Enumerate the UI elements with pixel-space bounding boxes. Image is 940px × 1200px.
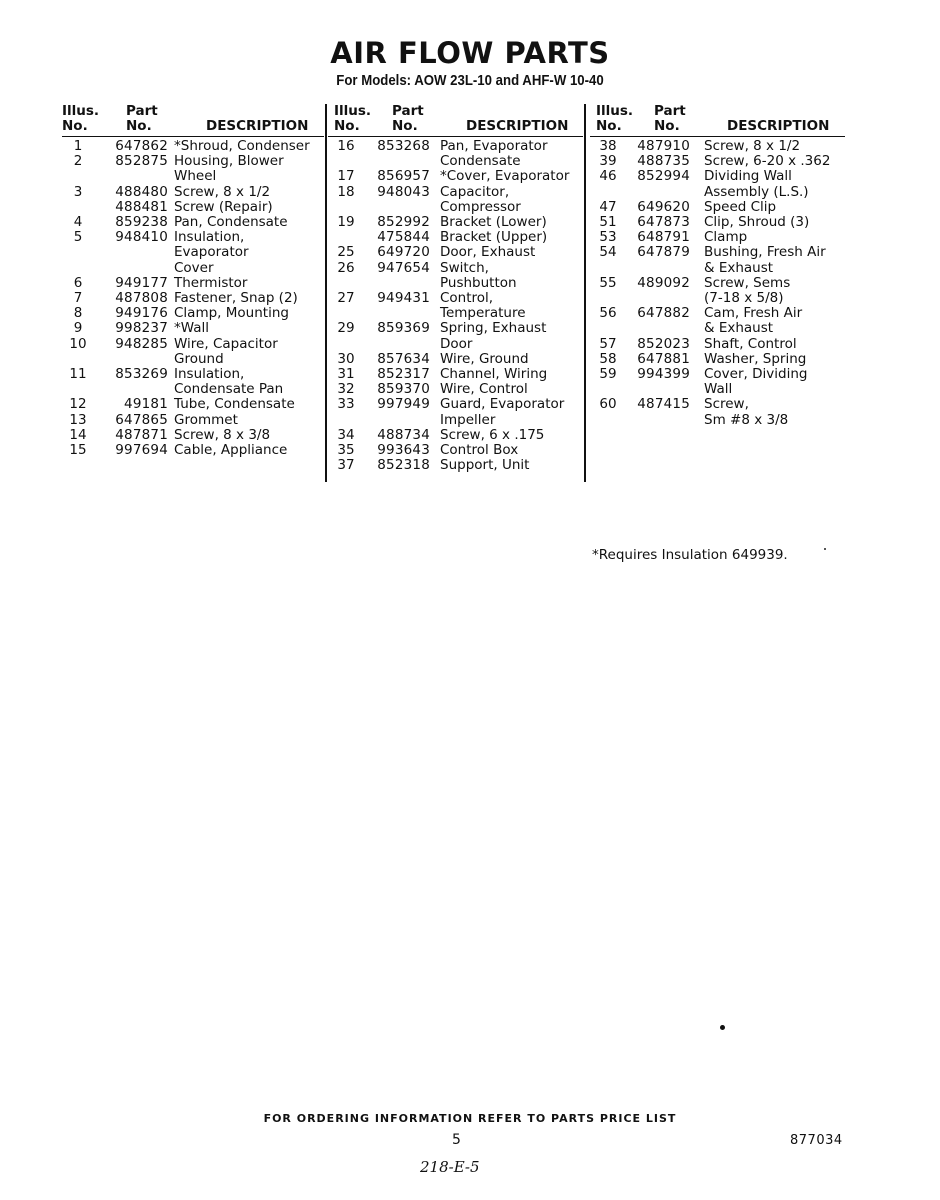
illus-number: 10: [69, 335, 87, 352]
part-description: Channel, Wiring: [440, 366, 548, 383]
part-number: 947654: [377, 259, 430, 276]
table-row: [328, 397, 583, 427]
header-part-no: Part No.: [392, 103, 424, 134]
illus-number: 15: [69, 442, 87, 459]
table-row: [62, 337, 324, 367]
illus-number: 57: [599, 335, 617, 352]
part-number: 852875: [115, 153, 168, 170]
part-number: 489092: [637, 274, 690, 291]
table-row: [590, 230, 845, 245]
table-row: [590, 200, 845, 215]
table-row: [328, 245, 583, 260]
part-description: Insulation, Evaporator Cover: [174, 229, 249, 276]
parts-column-3: [590, 102, 845, 428]
part-number: 488734: [377, 426, 430, 443]
illus-number: 1: [73, 138, 83, 154]
part-number: 648791: [637, 229, 690, 246]
illus-number: 31: [337, 366, 355, 383]
part-number: 948043: [377, 183, 430, 200]
illus-number: 25: [337, 244, 355, 261]
part-description: Wire, Control: [440, 381, 528, 398]
illus-number: 46: [599, 168, 617, 185]
illus-number: 32: [337, 381, 355, 398]
table-row: [328, 443, 583, 458]
table-row: [62, 428, 324, 443]
part-number: 856957: [377, 168, 430, 185]
table-row: [62, 215, 324, 230]
part-description: Clip, Shroud (3): [704, 214, 810, 231]
column-header: [590, 102, 845, 137]
illus-number: 54: [599, 244, 617, 261]
table-row: [590, 397, 845, 427]
part-description: Screw (Repair): [174, 198, 273, 215]
table-row: [62, 200, 324, 215]
part-description: Screw, Sm #8 x 3/8: [704, 396, 789, 428]
illus-number: 6: [73, 274, 83, 291]
table-row: [328, 321, 583, 351]
scan-speck: [824, 548, 826, 550]
part-number: 994399: [637, 366, 690, 383]
illus-number: 18: [337, 183, 355, 200]
table-row: [62, 443, 324, 458]
part-description: Washer, Spring: [704, 350, 807, 367]
part-number: 948285: [115, 335, 168, 352]
part-number: 487415: [637, 396, 690, 413]
part-number: 647882: [637, 305, 690, 322]
part-number: 948410: [115, 229, 168, 246]
part-number: 997949: [377, 396, 430, 413]
table-row: [328, 169, 583, 184]
part-number: 852992: [377, 214, 430, 231]
parts-rows: [590, 139, 845, 428]
part-number: 949431: [377, 290, 430, 307]
part-description: Spring, Exhaust Door: [440, 320, 547, 352]
header-illus-no: Illus. No.: [334, 103, 372, 134]
part-number: 857634: [377, 350, 430, 367]
part-number: 488480: [115, 183, 168, 200]
part-description: Dividing Wall Assembly (L.S.): [704, 168, 809, 200]
illus-number: 29: [337, 320, 355, 337]
illus-number: 9: [73, 320, 83, 337]
part-description: Bracket (Lower): [440, 214, 547, 231]
part-number: 487910: [637, 138, 690, 154]
part-number: 852994: [637, 168, 690, 185]
column-divider: [584, 104, 586, 482]
document-number: 877034: [790, 1133, 843, 1148]
illus-number: 51: [599, 214, 617, 231]
part-description: Bushing, Fresh Air & Exhaust: [704, 244, 826, 276]
part-description: Screw, 8 x 3/8: [174, 426, 271, 443]
part-number: 647873: [637, 214, 690, 231]
part-description: Insulation, Condensate Pan: [174, 366, 284, 398]
illus-number: 14: [69, 426, 87, 443]
header-description: DESCRIPTION: [466, 118, 569, 134]
table-row: [590, 306, 845, 336]
illus-number: 26: [337, 259, 355, 276]
parts-table: [0, 102, 940, 563]
table-row: [62, 397, 324, 412]
part-description: Screw, 6-20 x .362: [704, 153, 831, 170]
part-description: Pan, Condensate: [174, 214, 288, 231]
part-description: *Shroud, Condenser: [174, 138, 310, 154]
table-row: [62, 139, 324, 154]
table-row: [328, 185, 583, 215]
table-row: [62, 230, 324, 276]
illus-number: 53: [599, 229, 617, 246]
table-row: [62, 276, 324, 291]
part-description: Guard, Evaporator Impeller: [440, 396, 565, 428]
table-row: [590, 337, 845, 352]
part-number: 488735: [637, 153, 690, 170]
column-divider: [325, 104, 327, 482]
table-row: [62, 306, 324, 321]
table-row: [328, 139, 583, 169]
part-number: 649720: [377, 244, 430, 261]
part-description: Grommet: [174, 411, 238, 428]
part-number: 475844: [377, 229, 430, 246]
parts-column-2: [328, 102, 583, 473]
table-row: [590, 139, 845, 154]
part-description: Fastener, Snap (2): [174, 290, 298, 307]
part-number: 647879: [637, 244, 690, 261]
part-description: Support, Unit: [440, 457, 530, 474]
page-title: AIR FLOW PARTS: [330, 36, 610, 70]
table-row: [328, 382, 583, 397]
part-description: *Wall: [174, 320, 210, 337]
illus-number: 60: [599, 396, 617, 413]
table-row: [328, 458, 583, 473]
illus-number: 47: [599, 198, 617, 215]
table-row: [590, 352, 845, 367]
table-row: [328, 215, 583, 230]
table-row: [62, 185, 324, 200]
table-row: [590, 367, 845, 397]
part-description: Cable, Appliance: [174, 442, 288, 459]
column-header: [328, 102, 583, 137]
illus-number: 11: [69, 366, 87, 383]
part-description: Screw, 8 x 1/2: [174, 183, 271, 200]
illus-number: 13: [69, 411, 87, 428]
part-description: Cover, Dividing Wall: [704, 366, 808, 398]
part-description: Clamp: [704, 229, 748, 246]
part-number: 852318: [377, 457, 430, 474]
illus-number: 39: [599, 153, 617, 170]
part-number: 487808: [115, 290, 168, 307]
part-number: 949176: [115, 305, 168, 322]
table-row: [328, 261, 583, 291]
part-description: *Cover, Evaporator: [440, 168, 570, 185]
illus-number: 58: [599, 350, 617, 367]
column-header: [62, 102, 324, 137]
part-description: Screw, 6 x .175: [440, 426, 545, 443]
part-number: 487871: [115, 426, 168, 443]
table-row: [328, 428, 583, 443]
illus-number: 8: [73, 305, 83, 322]
part-number: 647862: [115, 138, 168, 154]
part-description: Wire, Ground: [440, 350, 529, 367]
header-description: DESCRIPTION: [727, 118, 830, 134]
insulation-footnote: *Requires Insulation 649939.: [592, 547, 788, 563]
part-number: 859238: [115, 214, 168, 231]
table-row: [590, 276, 845, 306]
part-description: Switch, Pushbutton: [440, 259, 517, 291]
part-description: Capacitor, Compressor: [440, 183, 521, 215]
illus-number: 56: [599, 305, 617, 322]
part-description: Cam, Fresh Air & Exhaust: [704, 305, 803, 337]
header-illus-no: Illus. No.: [62, 103, 100, 134]
part-number: 859369: [377, 320, 430, 337]
part-description: Thermistor: [174, 274, 248, 291]
part-number: 859370: [377, 381, 430, 398]
table-row: [62, 291, 324, 306]
part-description: Control Box: [440, 442, 519, 459]
models-subtitle: For Models: AOW 23L-10 and AHF-W 10-40: [336, 72, 604, 89]
illus-number: 4: [73, 214, 83, 231]
table-row: [590, 169, 845, 199]
part-number: 993643: [377, 442, 430, 459]
table-row: [590, 154, 845, 169]
part-number: 49181: [124, 396, 168, 413]
illus-number: 27: [337, 290, 355, 307]
parts-rows: [62, 139, 324, 458]
illus-number: 55: [599, 274, 617, 291]
illus-number: 38: [599, 138, 617, 154]
part-number: 647865: [115, 411, 168, 428]
parts-column-1: [62, 102, 324, 458]
header-part-no: Part No.: [654, 103, 686, 134]
part-description: Speed Clip: [704, 198, 777, 215]
table-row: [62, 154, 324, 184]
illus-number: 35: [337, 442, 355, 459]
table-row: [590, 245, 845, 275]
illus-number: 17: [337, 168, 355, 185]
table-row: [62, 367, 324, 397]
illus-number: 2: [73, 153, 83, 170]
table-row: [328, 230, 583, 245]
handwritten-note: 218-E-5: [420, 1158, 480, 1176]
part-number: 852317: [377, 366, 430, 383]
illus-number: 37: [337, 457, 355, 474]
part-number: 852023: [637, 335, 690, 352]
part-description: Housing, Blower Wheel: [174, 153, 284, 185]
part-number: 997694: [115, 442, 168, 459]
part-number: 949177: [115, 274, 168, 291]
illus-number: 34: [337, 426, 355, 443]
part-number: 488481: [115, 198, 168, 215]
part-number: 853268: [377, 138, 430, 154]
header-description: DESCRIPTION: [206, 118, 309, 134]
table-row: [328, 291, 583, 321]
part-description: Screw, Sems (7-18 x 5/8): [704, 274, 791, 307]
illus-number: 33: [337, 396, 355, 413]
illus-number: 3: [73, 183, 83, 200]
illus-number: 30: [337, 350, 355, 367]
part-description: Bracket (Upper): [440, 229, 548, 246]
page-number: 5: [452, 1132, 461, 1148]
illus-number: 5: [73, 229, 83, 246]
header-illus-no: Illus. No.: [596, 103, 634, 134]
header-part-no: Part No.: [126, 103, 158, 134]
part-number: 998237: [115, 320, 168, 337]
scan-dot: [720, 1025, 725, 1030]
illus-number: 7: [73, 290, 83, 307]
ordering-note: FOR ORDERING INFORMATION REFER TO PARTS PRICE LIST: [263, 1112, 677, 1125]
table-row: [62, 413, 324, 428]
table-row: [62, 321, 324, 336]
part-description: Control, Temperature: [440, 290, 526, 322]
part-description: Pan, Evaporator Condensate: [440, 138, 548, 170]
part-description: Tube, Condensate: [174, 396, 295, 413]
illus-number: 59: [599, 366, 617, 383]
part-number: 647881: [637, 350, 690, 367]
table-row: [328, 352, 583, 367]
part-number: 853269: [115, 366, 168, 383]
part-description: Door, Exhaust: [440, 244, 536, 261]
parts-rows: [328, 139, 583, 473]
table-row: [328, 367, 583, 382]
illus-number: 19: [337, 214, 355, 231]
part-description: Shaft, Control: [704, 335, 797, 352]
part-description: Screw, 8 x 1/2: [704, 138, 801, 154]
table-row: [590, 215, 845, 230]
illus-number: 16: [337, 138, 355, 154]
part-number: 649620: [637, 198, 690, 215]
part-description: Wire, Capacitor Ground: [174, 335, 278, 367]
part-description: Clamp, Mounting: [174, 305, 289, 322]
illus-number: 12: [69, 396, 87, 413]
